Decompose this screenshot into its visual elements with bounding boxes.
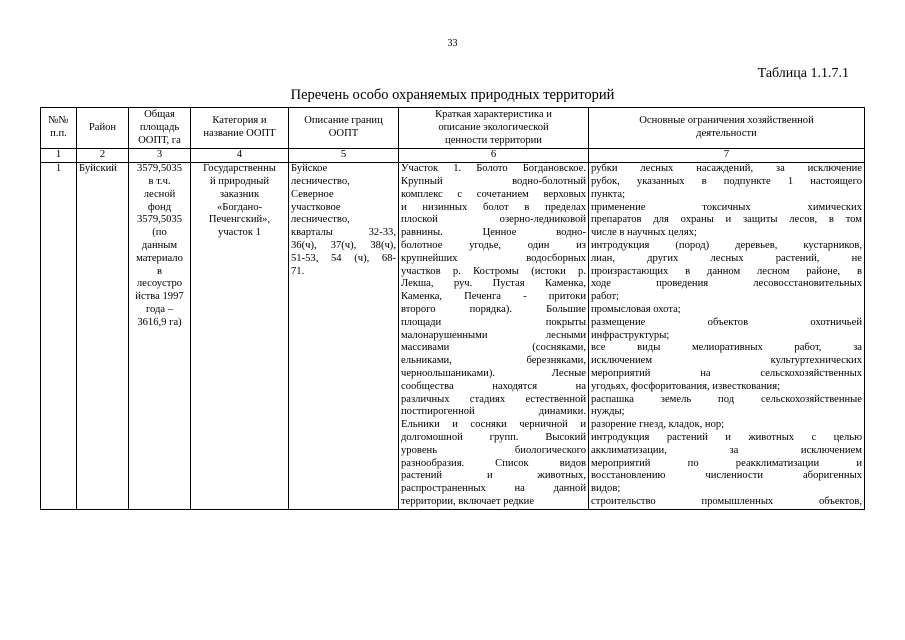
- text-line: Ельники и сосняки черничной и: [401, 419, 586, 431]
- header-area: Общая площадь ООПТ, га: [129, 108, 191, 149]
- text-line: (по: [152, 227, 167, 239]
- text-line: препаратов для охраны и защиты лесов, в том: [591, 214, 862, 226]
- text-line: размещение объектов охотничьей: [591, 316, 862, 328]
- table-row: [41, 163, 865, 510]
- text-line: 3579,5035: [136, 163, 183, 175]
- text-line: сообщества находятся на: [401, 380, 586, 392]
- text-line: Участок 1. Болото Богдановское.: [401, 163, 586, 175]
- text-line: все виды мелиоративных работ, за: [591, 342, 862, 354]
- text-line: кварталы 32-33,: [291, 227, 396, 239]
- header-row: [41, 108, 865, 149]
- text-line: распашка земель под сельскохозяйственные: [591, 393, 862, 405]
- column-number: 7: [589, 149, 865, 163]
- text-line: территории, включает редкие: [401, 495, 535, 507]
- text-line: материало: [136, 252, 183, 264]
- text-line: различных стадиях естественной: [401, 393, 586, 405]
- text-line: 3579,5035: [136, 214, 183, 226]
- text-line: видов;: [591, 483, 621, 495]
- text-line: участковое: [291, 201, 341, 213]
- text-line: комплекс с сочетанием верховых: [401, 188, 586, 200]
- header-num: №№ п.п.: [41, 108, 77, 149]
- text-line: года –: [145, 303, 174, 315]
- text-line: площади покрыты: [401, 316, 586, 328]
- text-line: Лекша, руч. Пустая Каменка,: [401, 278, 586, 290]
- text-line: применение токсичных химических: [591, 201, 862, 213]
- text-line: Буйское: [291, 163, 328, 175]
- text-line: равнины. Ценное водно-: [401, 227, 586, 239]
- text-line: 36(ч), 37(ч), 38(ч),: [291, 239, 396, 251]
- text-line: Каменка, Печенга - притоки: [401, 291, 586, 303]
- text-line: и низинных болот в пределах: [401, 201, 586, 213]
- text-line: 51-53, 54 (ч), 68-: [291, 252, 396, 264]
- text-line: исключением культуртехнических: [591, 355, 862, 367]
- header-borders: Описание границ ООПТ: [289, 108, 399, 149]
- text-line: Крупный водно-болотный: [401, 175, 586, 187]
- text-line: акклиматизации, за исключением: [591, 444, 862, 456]
- header-category: Категория и название ООПТ: [191, 108, 289, 149]
- text-line: промысловая охота;: [591, 303, 681, 315]
- text-line: работ;: [591, 291, 620, 303]
- column-number: 6: [399, 149, 589, 163]
- text-line: распространенных на данной: [401, 483, 586, 495]
- cell-restrictions: [589, 163, 865, 510]
- text-line: данным: [141, 239, 178, 251]
- column-number: 3: [129, 149, 191, 163]
- text-line: лесоустро: [136, 278, 183, 290]
- column-number: 5: [289, 149, 399, 163]
- text-line: 3616,9 га): [137, 316, 182, 328]
- text-line: Северное: [291, 188, 334, 200]
- text-line: растений и животных,: [401, 470, 586, 482]
- text-line: угодьях, фосфоритования, известкования;: [591, 380, 781, 392]
- text-line: разорение гнезд, кладок, нор;: [591, 419, 725, 431]
- text-line: заказник: [219, 188, 260, 200]
- table-label: Таблица 1.1.7.1: [757, 66, 849, 81]
- column-number: 1: [41, 149, 77, 163]
- text-line: лесной: [143, 188, 176, 200]
- text-line: в: [156, 265, 162, 277]
- text-line: Печенгский»,: [208, 214, 271, 226]
- text-line: пункта;: [591, 188, 626, 200]
- text-line: ходе проведения лесовосстановительных: [591, 278, 862, 290]
- text-line: й природный: [209, 175, 270, 187]
- cell-district: Буйский: [77, 163, 129, 510]
- text-line: черноольшаниками). Лесные: [401, 367, 586, 379]
- document-title: Перечень особо охраняемых природных территорий: [290, 87, 615, 103]
- text-line: восстановлению численности аборигенных: [591, 470, 862, 482]
- text-line: болотное угодье, один из: [401, 239, 586, 251]
- text-line: плоской озерно-ледниковой: [401, 214, 586, 226]
- text-line: мероприятий на сельскохозяйственных: [591, 367, 862, 379]
- text-line: интродукция растений и животных с целью: [591, 431, 862, 443]
- column-number: 4: [191, 149, 289, 163]
- text-line: участков р. Костромы (истоки р.: [401, 265, 586, 277]
- text-line: йства 1997: [135, 291, 184, 303]
- text-line: рубки лесных насаждений, за исключение: [591, 163, 862, 175]
- header-restrictions: Основные ограничения хозяйственной деятельности: [589, 108, 865, 149]
- text-line: лесничество,: [291, 175, 350, 187]
- text-line: крупнейших водосборных: [401, 252, 586, 264]
- text-line: 71.: [291, 265, 305, 277]
- cell-borders: [289, 163, 399, 510]
- text-line: мероприятий по реакклиматизации и: [591, 457, 862, 469]
- text-line: участок 1: [218, 227, 261, 239]
- cell-num: 1: [41, 163, 77, 510]
- text-line: строительство промышленных объектов,: [591, 495, 862, 507]
- text-line: массивами (сосняками,: [401, 342, 586, 354]
- column-number-row: [41, 149, 865, 163]
- text-line: нужды;: [591, 406, 625, 418]
- text-line: уровень биологического: [401, 444, 586, 456]
- text-line: произрастающих в данном лесном районе, в: [591, 265, 862, 277]
- text-line: «Богдано-: [216, 201, 263, 213]
- text-line: в т.ч.: [148, 175, 171, 187]
- header-description: Краткая характеристика и описание экологической ценности территории: [399, 108, 589, 149]
- cell-description: [399, 163, 589, 510]
- text-line: Государственны: [203, 163, 276, 175]
- column-number: 2: [77, 149, 129, 163]
- text-line: разнообразия. Список видов: [401, 457, 586, 469]
- text-line: малонарушенными лесными: [401, 329, 586, 341]
- text-line: ельниками, березняками,: [401, 355, 586, 367]
- text-line: долгомошной групп. Высокий: [401, 431, 586, 443]
- text-line: рубок, указанных в подпункте 1 настоящего: [591, 175, 862, 187]
- text-line: числе в научных целях;: [591, 227, 697, 239]
- text-line: лиан, других лесных растений, не: [591, 252, 862, 264]
- protected-areas-table: [40, 107, 865, 510]
- text-line: инфраструктуры;: [591, 329, 670, 341]
- cell-category: [191, 163, 289, 510]
- text-line: фонд: [147, 201, 172, 213]
- header-district: Район: [77, 108, 129, 149]
- text-line: лесничество,: [291, 214, 350, 226]
- text-line: второго порядка). Большие: [401, 303, 586, 315]
- page-number: 33: [447, 38, 458, 49]
- cell-area: [129, 163, 191, 510]
- text-line: постпирогенной динамики.: [401, 406, 586, 418]
- text-line: интродукция (пород) деревьев, кустарников,: [591, 239, 862, 251]
